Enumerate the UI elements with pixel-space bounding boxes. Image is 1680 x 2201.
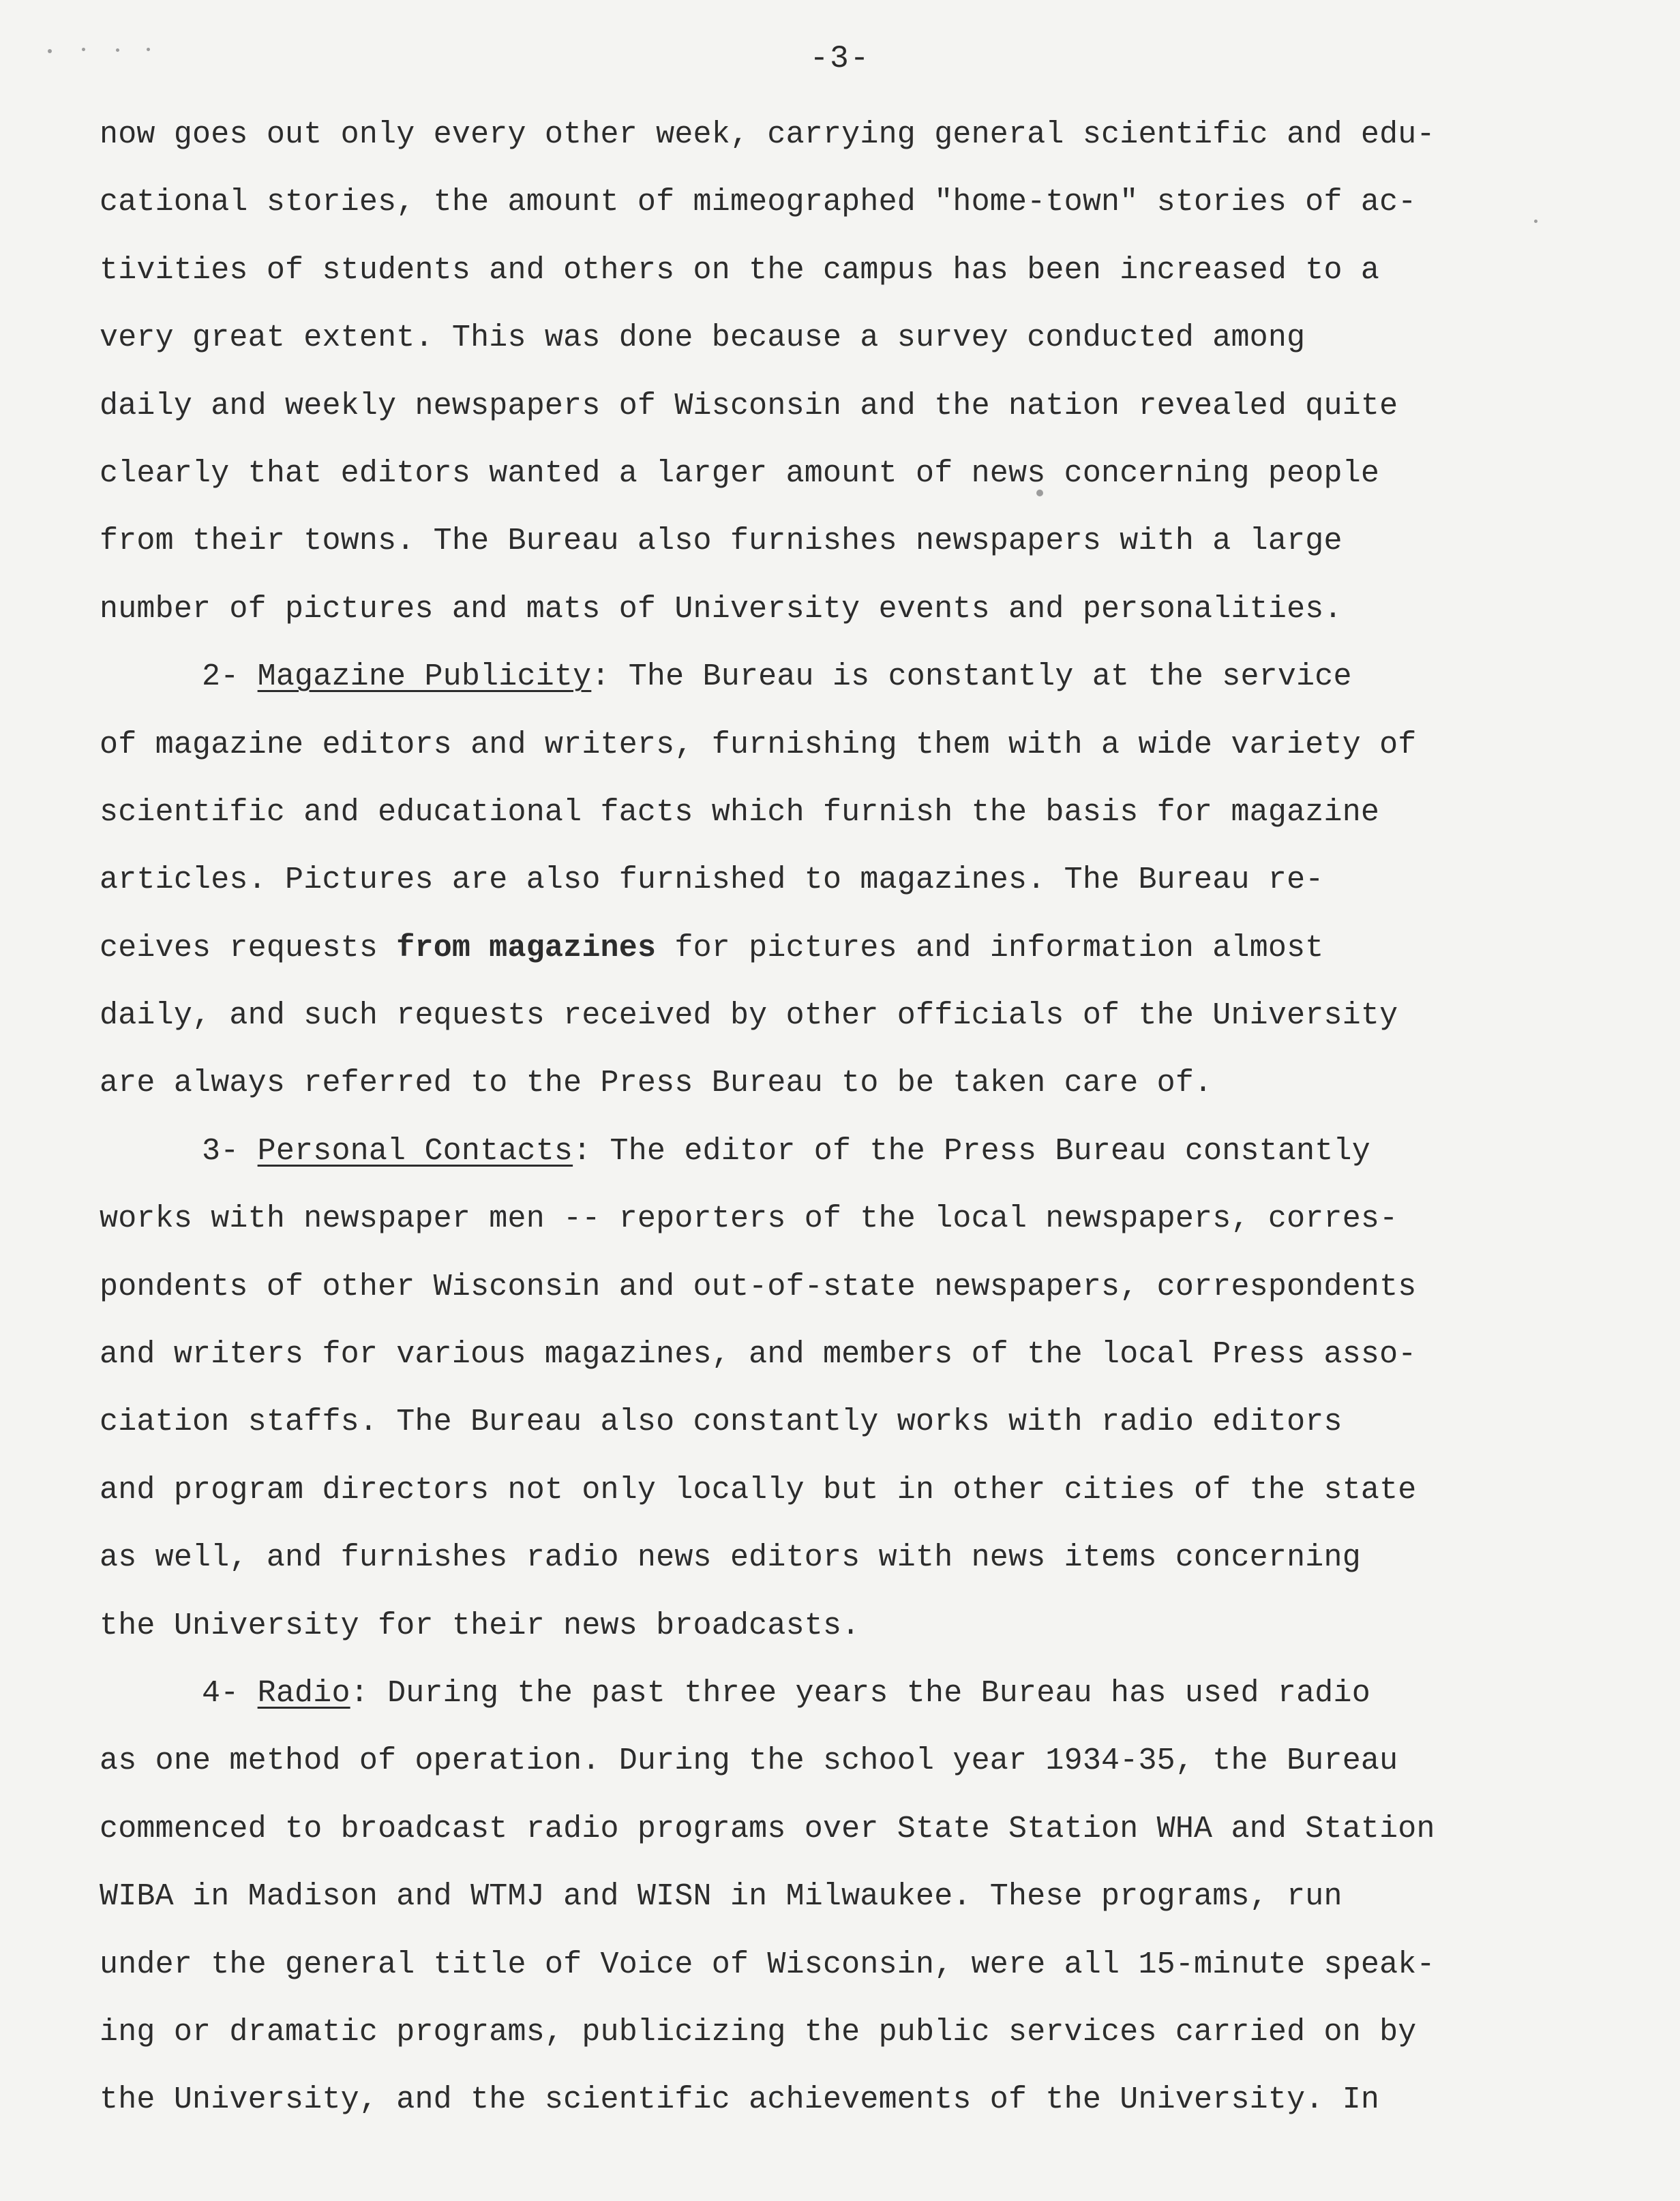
text-line: WIBA in Madison and WTMJ and WISN in Milwaukee. These programs, run — [100, 1879, 1342, 1915]
section-heading: Radio — [257, 1675, 350, 1711]
page-number: -3- — [809, 41, 871, 76]
section-number: 4- — [202, 1675, 258, 1711]
text-line: scientific and educational facts which furnish the basis for magazine — [100, 794, 1380, 830]
paper-speck — [116, 48, 119, 52]
typed-body-text — [100, 101, 1600, 2134]
text-line: works with newspaper men -- reporters of the local newspapers, corres- — [100, 1201, 1398, 1237]
text-line: from their towns. The Bureau also furnishes newspapers with a large — [100, 524, 1342, 559]
section-number: 2- — [202, 659, 258, 695]
text-line: are always referred to the Press Bureau to be taken care of. — [100, 1066, 1213, 1101]
text-line: ing or dramatic programs, publicizing the public services carried on by — [100, 2014, 1417, 2050]
overstruck-text: from magazines — [396, 930, 657, 965]
text-line: now goes out only every other week, carrying general scientific and edu- — [100, 117, 1435, 152]
text-line: and program directors not only locally but in other cities of the state — [100, 1472, 1417, 1508]
line-text: : The editor of the Press Bureau constantly — [573, 1133, 1370, 1169]
line-text: : During the past three years the Bureau has used radio — [350, 1675, 1370, 1711]
text-line: the University, and the scientific achievements of the University. In — [100, 2082, 1380, 2118]
text-line — [100, 643, 1600, 710]
text-line: under the general title of Voice of Wisconsin, were all 15-minute speak- — [100, 1947, 1435, 1982]
paper-speck — [147, 48, 150, 51]
text-line: pondents of other Wisconsin and out-of-state newspapers, correspondents — [100, 1269, 1417, 1304]
text-line: of magazine editors and writers, furnishing them with a wide variety of — [100, 727, 1417, 762]
text-line — [100, 1660, 1600, 1727]
text-line — [100, 1118, 1600, 1185]
text-line — [100, 914, 1600, 982]
text-line: clearly that editors wanted a larger amount of news concerning people — [100, 455, 1380, 491]
text-line: commenced to broadcast radio programs over State Station WHA and Station — [100, 1811, 1435, 1846]
text-line: cational stories, the amount of mimeographed "home-town" stories of ac- — [100, 185, 1417, 220]
text-line: as well, and furnishes radio news editors with news items concerning — [100, 1540, 1361, 1576]
section-heading: Magazine Publicity — [257, 659, 592, 695]
paper-speck — [82, 48, 85, 51]
text-line: number of pictures and mats of University events and personalities. — [100, 591, 1342, 627]
paper-speck — [48, 49, 52, 53]
line-text: : The Bureau is constantly at the service — [591, 659, 1352, 695]
text-line: as one method of operation. During the school year 1934-35, the Bureau — [100, 1743, 1398, 1779]
section-number: 3- — [202, 1133, 258, 1169]
line-text: for pictures and information almost — [656, 930, 1324, 965]
line-text: ceives requests — [100, 930, 397, 965]
section-heading: Personal Contacts — [257, 1133, 573, 1169]
text-line: and writers for various magazines, and members of the local Press asso- — [100, 1337, 1417, 1373]
text-line: very great extent. This was done because a survey conducted among — [100, 320, 1306, 356]
text-line: daily and weekly newspapers of Wisconsin and the nation revealed quite — [100, 388, 1398, 423]
text-line: ciation staffs. The Bureau also constantly works with radio editors — [100, 1405, 1342, 1440]
text-line: tivities of students and others on the campus has been increased to a — [100, 252, 1380, 288]
text-line: the University for their news broadcasts. — [100, 1608, 860, 1643]
text-line: daily, and such requests received by other officials of the University — [100, 998, 1398, 1034]
text-line: articles. Pictures are also furnished to magazines. The Bureau re- — [100, 863, 1324, 898]
